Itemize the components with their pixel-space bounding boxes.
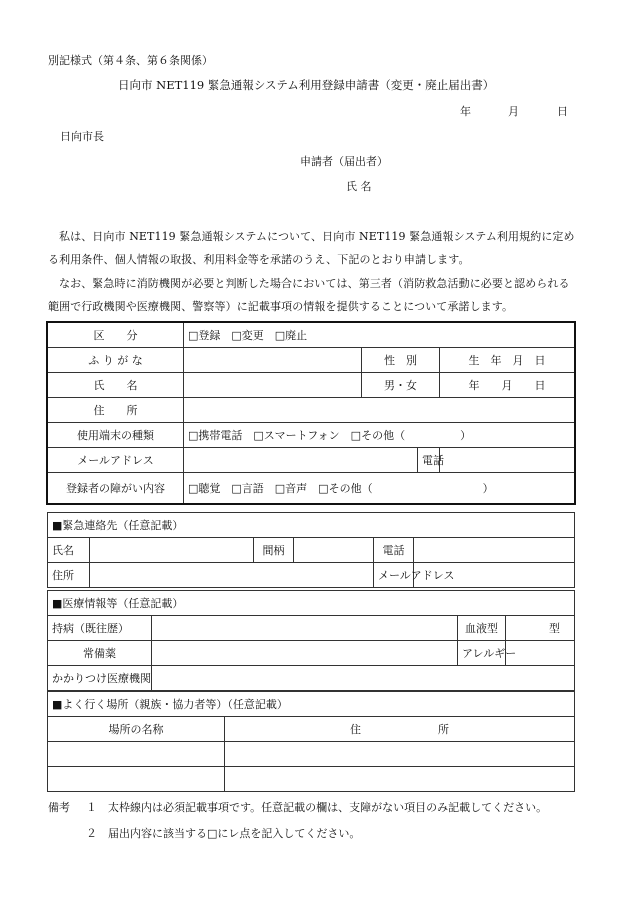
disability-label: 登録者の障がい内容 <box>48 473 184 504</box>
medicine-label: 常備薬 <box>48 641 152 666</box>
place-address-field[interactable] <box>225 742 575 767</box>
emergency-phone-label: 電話 <box>374 538 414 563</box>
table-row <box>48 767 575 792</box>
device-type-options[interactable]: □携帯電話 □スマートフォン □その他（ ） <box>184 423 575 448</box>
table-row <box>48 641 575 666</box>
birthdate-field[interactable]: 年 月 日 <box>440 373 575 398</box>
form-number: 別記様式（第４条、第６条関係） <box>48 54 213 67</box>
table-row <box>48 717 575 742</box>
table-row <box>48 398 575 423</box>
consent-text-2: なお、緊急時に消防機関が必要と判断した場合においては、第三者（消防救急活動に必要と認められる範囲で行政機関や医療機関、警察等）に記載事項の情報を提供することについて承諾します。 <box>48 277 570 313</box>
addressee: 日向市長 <box>60 130 104 143</box>
device-type-label: 使用端末の種類 <box>48 423 184 448</box>
table-row <box>48 666 575 691</box>
phone-label: 電話 <box>418 448 440 473</box>
table-row <box>48 591 575 616</box>
medicine-field[interactable] <box>152 641 458 666</box>
place-name-field[interactable] <box>48 767 225 792</box>
table-row <box>48 742 575 767</box>
emergency-address-field[interactable] <box>90 563 374 588</box>
emergency-relation-label: 間柄 <box>254 538 294 563</box>
place-address-header: 住 所 <box>225 717 575 742</box>
emergency-phone-field[interactable] <box>414 538 575 563</box>
table-row <box>48 692 575 717</box>
date-year-label: 年 <box>460 105 471 118</box>
required-info-table <box>47 322 575 504</box>
note-2-number: ２ <box>86 827 97 840</box>
table-row <box>48 448 575 473</box>
notes-label: 備考 <box>48 801 70 814</box>
table-row <box>48 473 575 504</box>
gender-label: 性 別 <box>362 348 440 373</box>
blood-type-field[interactable]: 型 <box>506 616 575 641</box>
address-field[interactable] <box>184 398 575 423</box>
consent-paragraph-2 <box>48 272 578 318</box>
category-options[interactable]: □登録 □変更 □廃止 <box>184 323 575 348</box>
consent-paragraph-1 <box>48 225 578 271</box>
places-heading: ■よく行く場所（親族・協力者等）（任意記載） <box>48 692 575 717</box>
category-label: 区 分 <box>48 323 184 348</box>
emergency-email-label: メールアドレス <box>374 563 414 588</box>
note-1-text: 太枠線内は必須記載事項です。任意記載の欄は、支障がない項目のみ記載してください。 <box>108 801 548 814</box>
birthdate-label: 生 年 月 日 <box>440 348 575 373</box>
applicant-label: 申請者（届出者） <box>300 155 388 168</box>
date-day-label: 日 <box>557 105 568 118</box>
name-field[interactable] <box>184 373 362 398</box>
furigana-field[interactable] <box>184 348 362 373</box>
blood-type-label: 血液型 <box>458 616 506 641</box>
consent-text-1: 私は、日向市 NET119 緊急通報システムについて、日向市 NET119 緊急通報システム利用規約に定める利用条件、個人情報の取扱、利用料金等を承諾のうえ、下記のとおり申請します。 <box>48 230 575 266</box>
note-1-number: １ <box>86 801 97 814</box>
table-row <box>48 563 575 588</box>
emergency-heading: ■緊急連絡先（任意記載） <box>48 513 575 538</box>
date-month-label: 月 <box>508 105 519 118</box>
place-name-field[interactable] <box>48 742 225 767</box>
frequent-places-table <box>47 691 575 792</box>
phone-field[interactable] <box>440 448 575 473</box>
place-address-field[interactable] <box>225 767 575 792</box>
applicant-name-label: 氏 名 <box>346 180 372 193</box>
table-row <box>48 323 575 348</box>
emergency-relation-field[interactable] <box>294 538 374 563</box>
table-row <box>48 513 575 538</box>
email-field[interactable] <box>184 448 418 473</box>
allergy-label: アレルギー <box>458 641 506 666</box>
emergency-name-label: 氏名 <box>48 538 90 563</box>
email-label: メールアドレス <box>48 448 184 473</box>
table-row <box>48 423 575 448</box>
emergency-name-field[interactable] <box>90 538 254 563</box>
table-row <box>48 348 575 373</box>
medical-info-table <box>47 590 575 691</box>
gender-choice[interactable]: 男・女 <box>362 373 440 398</box>
disability-options[interactable]: □聴覚 □言語 □音声 □その他（ ） <box>184 473 575 504</box>
furigana-label: ふ り が な <box>48 348 184 373</box>
form-title: 日向市 NET119 緊急通報システム利用登録申請書（変更・廃止届出書） <box>118 78 495 92</box>
emergency-address-label: 住所 <box>48 563 90 588</box>
medical-history-label: 持病（既往歴） <box>48 616 152 641</box>
table-row <box>48 373 575 398</box>
note-2-text: 届出内容に該当する□にレ点を記入してください。 <box>108 827 361 840</box>
address-label: 住 所 <box>48 398 184 423</box>
hospital-field[interactable] <box>152 666 575 691</box>
hospital-label: かかりつけ医療機関 <box>48 666 152 691</box>
medical-heading: ■医療情報等（任意記載） <box>48 591 575 616</box>
table-row <box>48 616 575 641</box>
emergency-contact-table <box>47 512 575 588</box>
medical-history-field[interactable] <box>152 616 458 641</box>
table-row <box>48 538 575 563</box>
name-label: 氏 名 <box>48 373 184 398</box>
place-name-header: 場所の名称 <box>48 717 225 742</box>
